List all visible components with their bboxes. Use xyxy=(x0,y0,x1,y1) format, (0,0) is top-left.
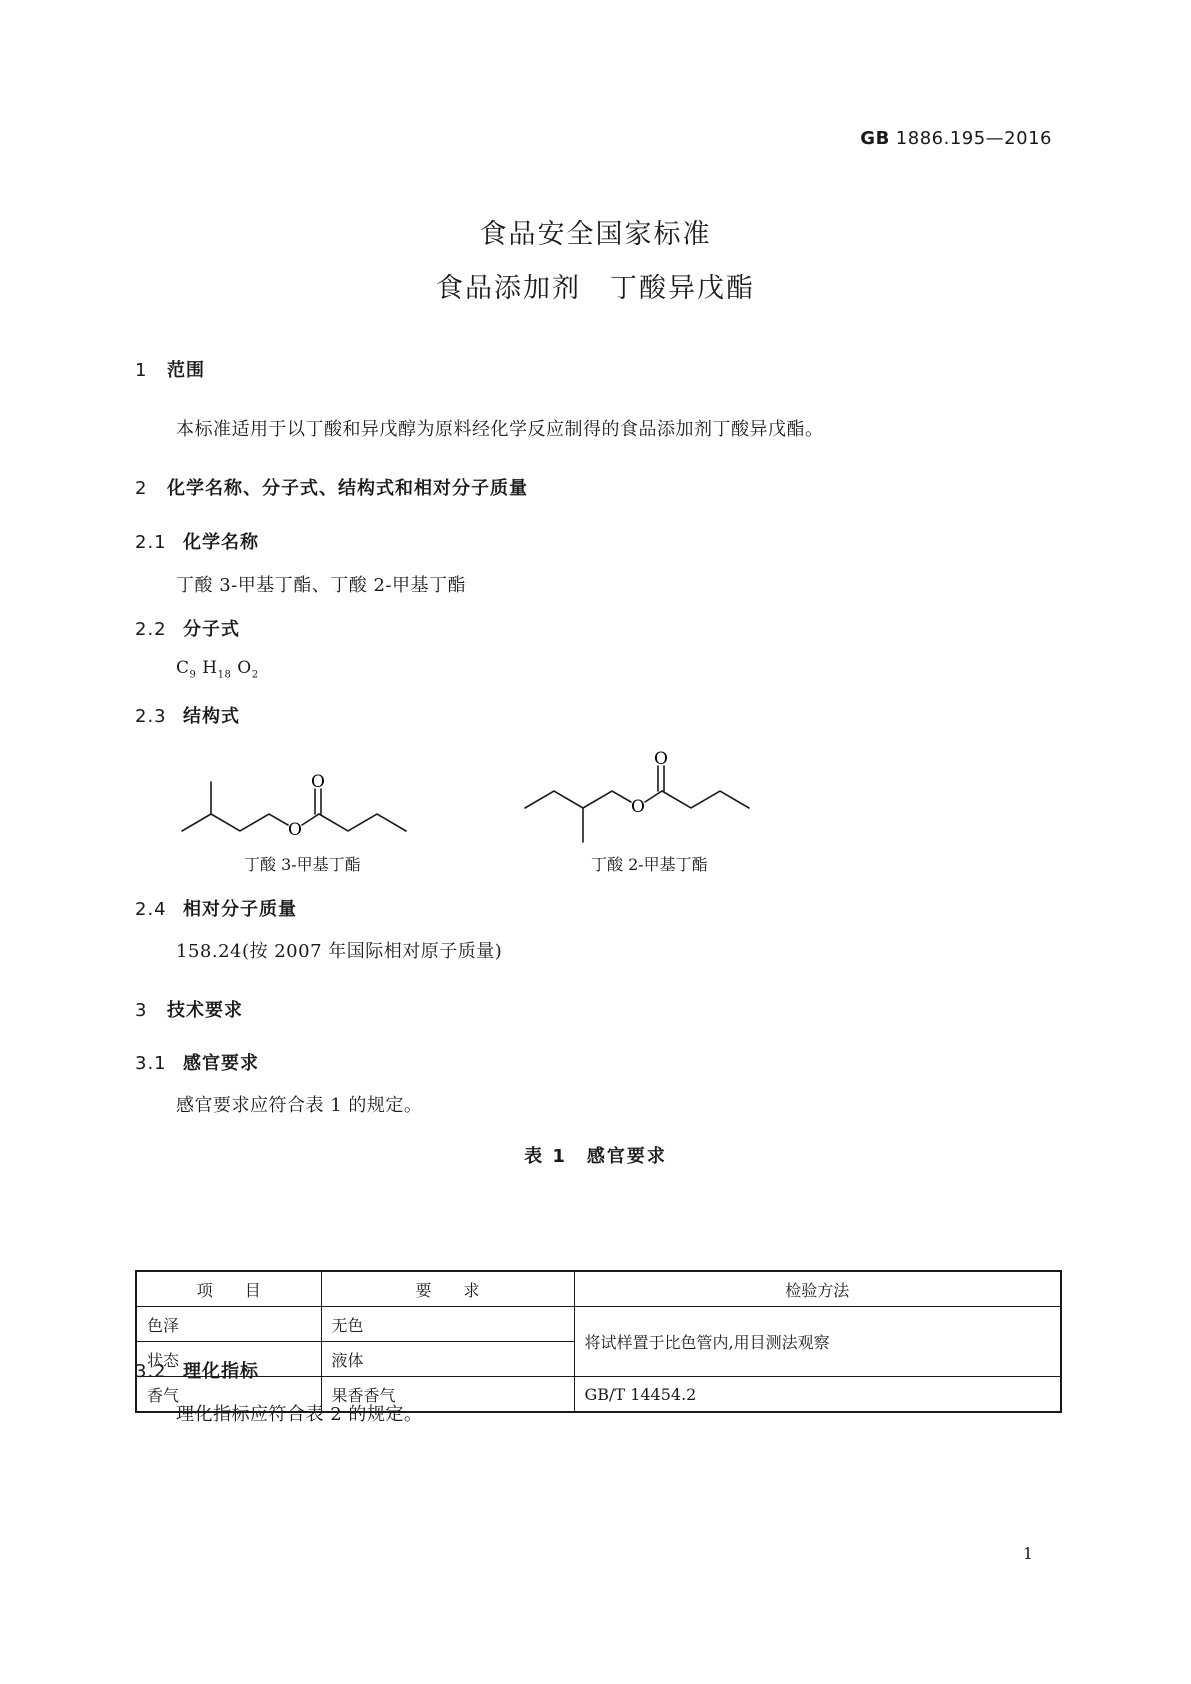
row-requirement: 无色 xyxy=(321,1307,574,1342)
table-row xyxy=(136,1307,1061,1342)
column-header-item: 项 目 xyxy=(136,1271,321,1307)
row-item: 色泽 xyxy=(136,1307,321,1342)
section-3-2-heading: 3.2 理化指标 xyxy=(135,1361,259,1382)
row-requirement: 果香香气 xyxy=(321,1377,574,1413)
section-3-2-text: 理化指标应符合表 2 的规定。 xyxy=(176,1404,423,1425)
section-2-2-heading: 2.2 分子式 xyxy=(135,619,240,640)
carbonyl-oxygen-1: O xyxy=(311,772,325,792)
section-2-1-heading: 2.1 化学名称 xyxy=(135,532,259,553)
standard-prefix: GB xyxy=(860,128,890,149)
structure-caption-2: 丁酸 2-甲基丁酯 xyxy=(591,855,708,874)
section-2-3-heading: 2.3 结构式 xyxy=(135,706,240,727)
ester-oxygen-2: O xyxy=(631,797,645,817)
table-header-row xyxy=(136,1271,1061,1307)
row-requirement: 液体 xyxy=(321,1342,574,1377)
row-method: 将试样置于比色管内,用目测法观察 xyxy=(574,1307,1061,1377)
section-2-heading: 2 化学名称、分子式、结构式和相对分子质量 xyxy=(135,478,528,499)
structure-2-methylbutyl-butyrate xyxy=(515,750,795,865)
molecular-mass-text: 158.24(按 2007 年国际相对原子质量) xyxy=(176,941,503,962)
doc-title-main: 食品安全国家标准 xyxy=(479,219,712,250)
column-header-method: 检验方法 xyxy=(574,1271,1061,1307)
section-3-1-text: 感官要求应符合表 1 的规定。 xyxy=(176,1095,423,1116)
molecular-formula: $C_9$ $H_{18}$ $O_2$ xyxy=(176,658,259,681)
row-item: 状态 xyxy=(136,1342,321,1377)
table-1-title: 表 1 感官要求 xyxy=(524,1146,667,1167)
standard-number: 1886.195—2016 xyxy=(895,128,1052,149)
column-header-requirement: 要 求 xyxy=(321,1271,574,1307)
section-1-heading: 1 范围 xyxy=(135,360,205,381)
standard-code xyxy=(860,128,1052,149)
section-3-heading: 3 技术要求 xyxy=(135,1000,243,1021)
page-number: 1 xyxy=(1022,1544,1033,1563)
section-2-4-heading: 2.4 相对分子质量 xyxy=(135,899,297,920)
sensory-requirements-table xyxy=(135,1270,1062,1413)
section-3-1-heading: 3.1 感官要求 xyxy=(135,1053,259,1074)
row-item: 香气 xyxy=(136,1377,321,1413)
carbonyl-oxygen-2: O xyxy=(654,750,668,769)
doc-title-sub: 食品添加剂 丁酸异戊酯 xyxy=(436,273,755,304)
ester-oxygen-1: O xyxy=(288,820,302,840)
chemical-name-text: 丁酸 3-甲基丁酯、丁酸 2-甲基丁酯 xyxy=(176,575,467,596)
section-1-text: 本标准适用于以丁酸和异戊醇为原料经化学反应制得的食品添加剂丁酸异戊酯。 xyxy=(176,419,824,440)
row-method: GB/T 14454.2 xyxy=(574,1377,1061,1413)
structure-caption-1: 丁酸 3-甲基丁酯 xyxy=(244,855,361,874)
